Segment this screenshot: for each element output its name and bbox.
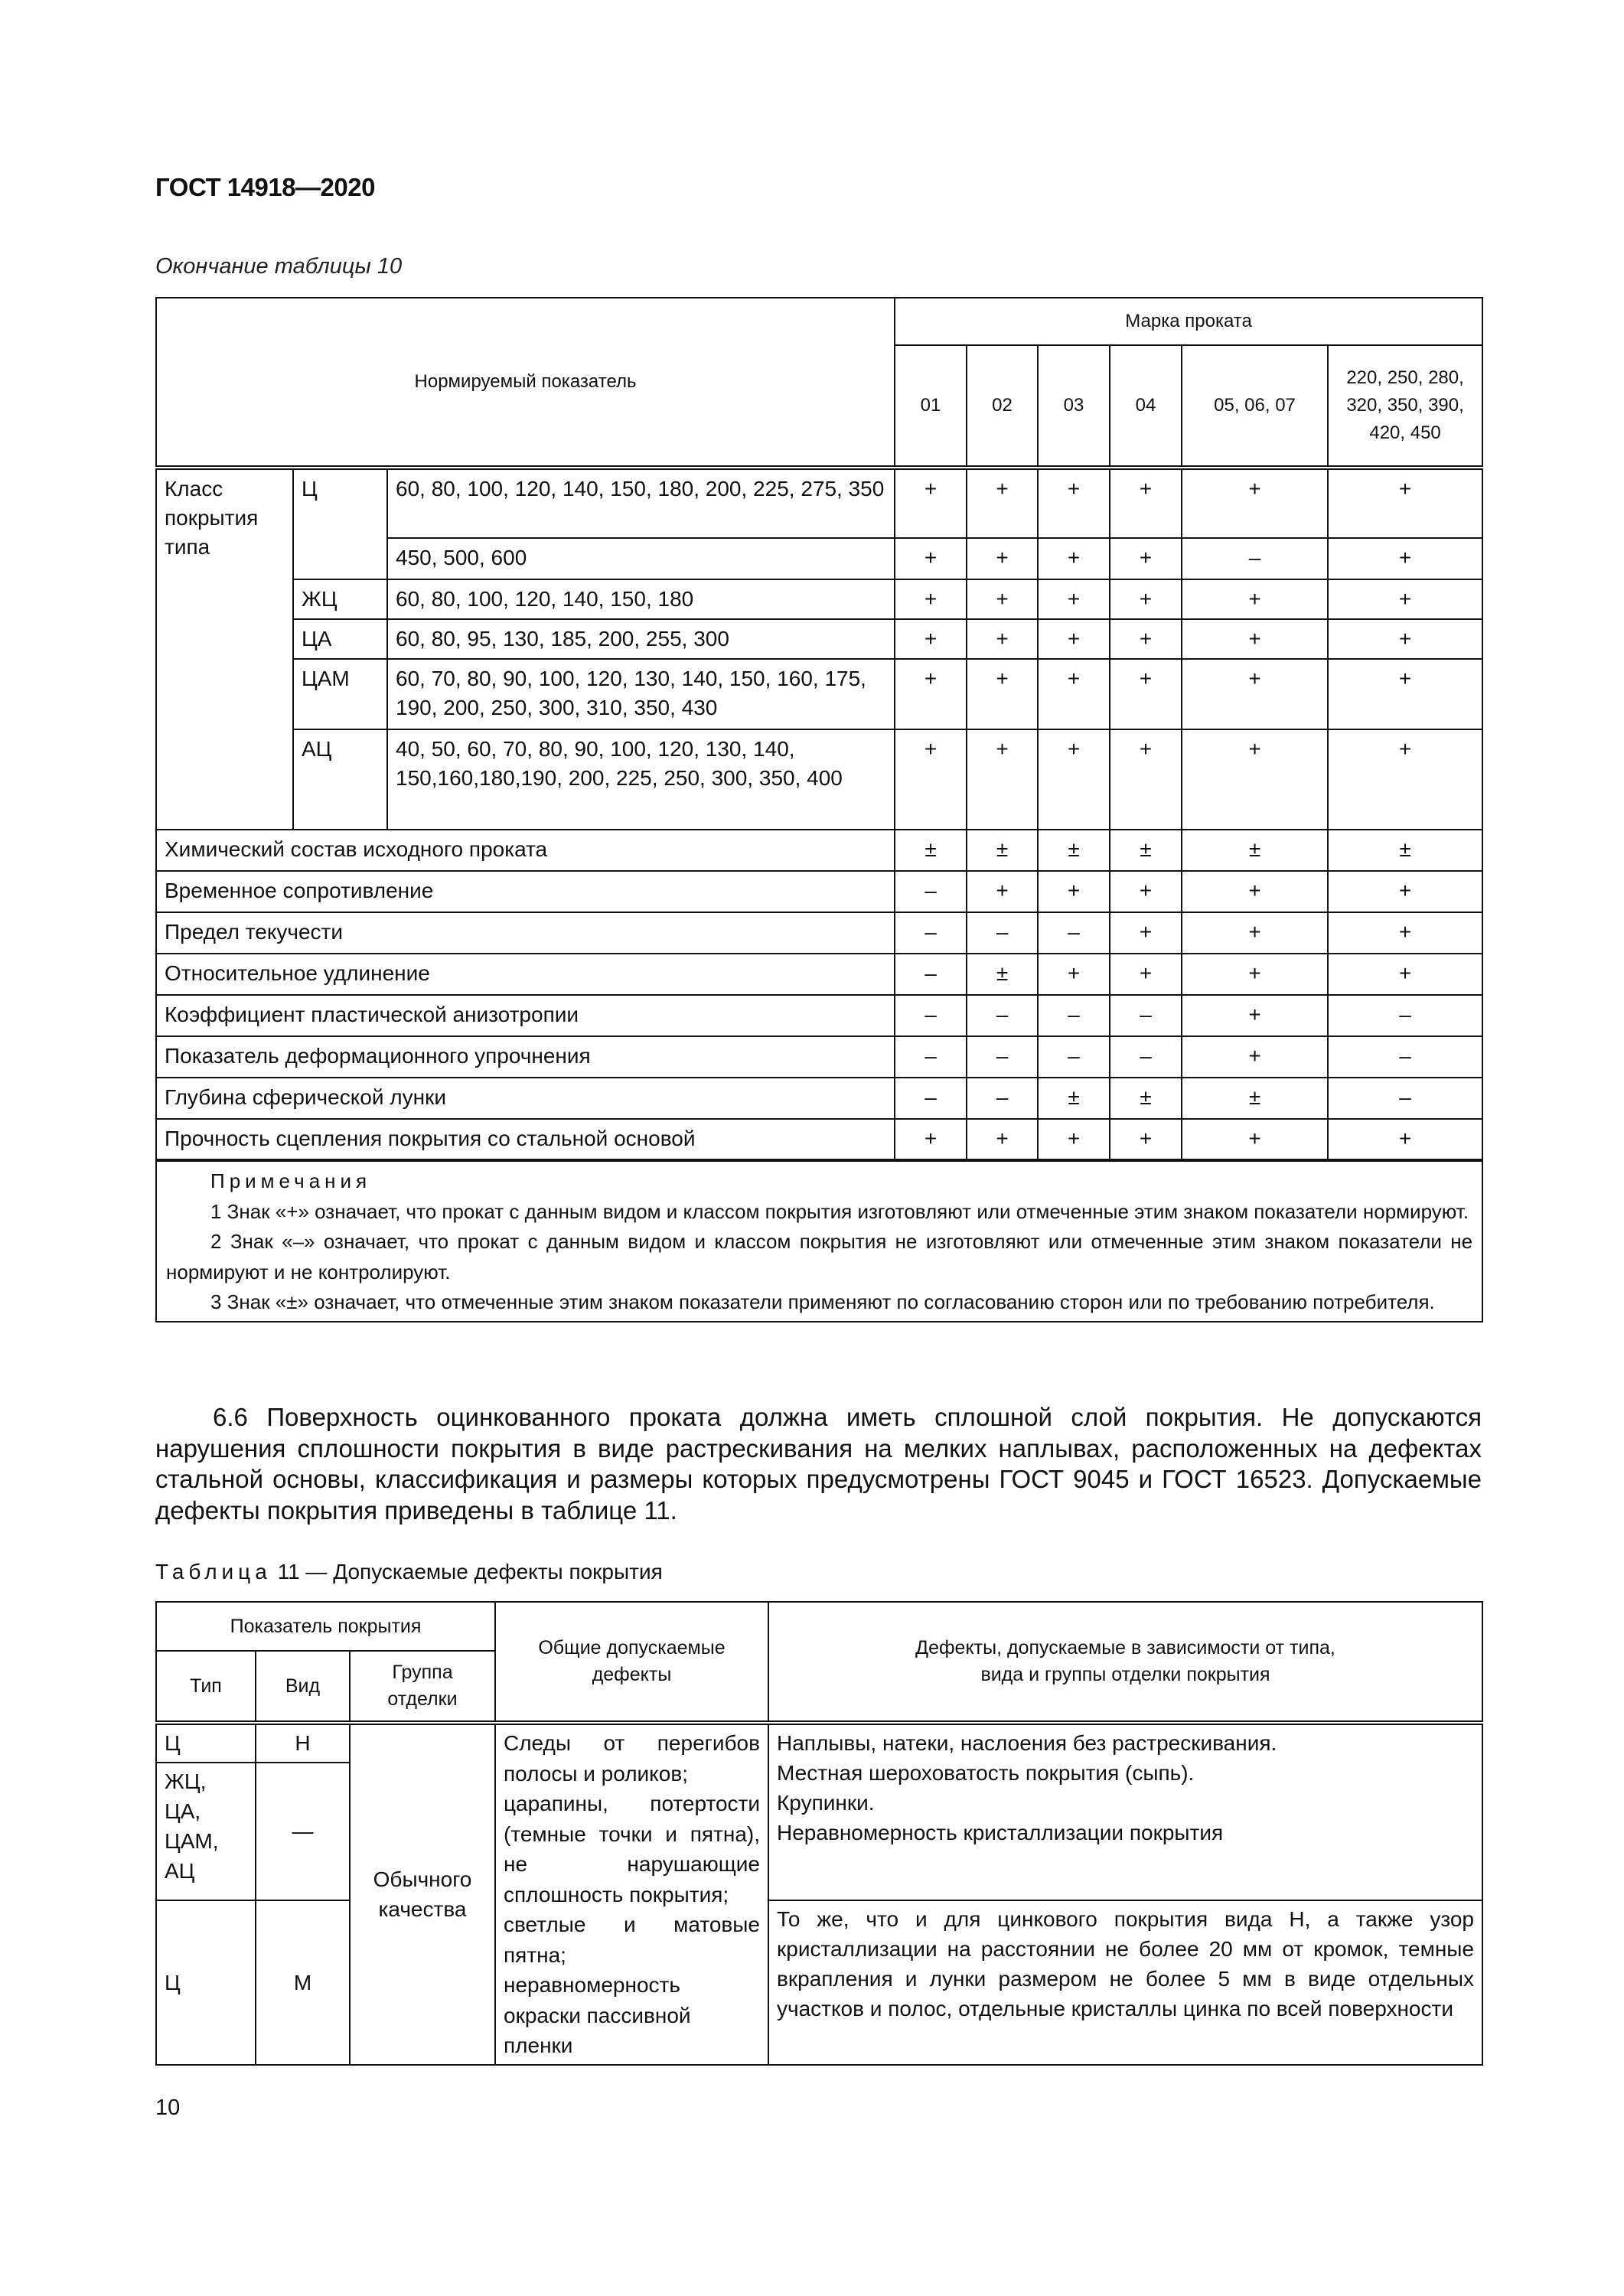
mark-cell: – — [895, 995, 967, 1036]
mark-cell: ± — [895, 830, 967, 871]
coating-classes: 60, 80, 100, 120, 140, 150, 180 — [387, 579, 895, 619]
mark-cell: + — [1110, 871, 1182, 912]
mark-cell: + — [1038, 1119, 1110, 1160]
mark-cell: – — [895, 954, 967, 995]
mark-cell: + — [1110, 954, 1182, 995]
header-general-defects: Общие допускаемые дефекты — [495, 1602, 768, 1723]
mark-cell: – — [1110, 995, 1182, 1036]
general-defects-cell — [495, 1723, 768, 2065]
mark-cell: + — [1038, 954, 1110, 995]
notes-heading: Примечания — [210, 1169, 372, 1192]
dependent-defect-line: Наплывы, натеки, наслоения без растрескивания. — [777, 1731, 1277, 1755]
mark-cell: + — [967, 729, 1038, 830]
coating-type: ЖЦ, ЦА, ЦАМ, АЦ — [156, 1763, 256, 1900]
mark-cell: + — [1110, 1119, 1182, 1160]
mark-cell: – — [895, 912, 967, 954]
coating-class-label: Класс покрытия типа — [156, 468, 293, 830]
mark-cell: + — [967, 1119, 1038, 1160]
mark-cell: – — [1038, 912, 1110, 954]
mark-cell: – — [967, 1078, 1038, 1119]
general-defect-line: светлые и матовые пятна; — [504, 1913, 760, 1967]
mark-cell: – — [895, 1036, 967, 1078]
coating-kind: М — [256, 1900, 350, 2065]
table-row — [156, 1036, 1482, 1078]
mark-cell: + — [1038, 579, 1110, 619]
note-item: 2 Знак «–» означает, что прокат с данным видом и классом покрытия не изготовляют или отмеченные этим знаком показатели не нормируют и не контролируют. — [166, 1230, 1473, 1283]
mark-cell: + — [895, 619, 967, 659]
table-row — [156, 729, 1482, 830]
mark-cell: + — [1038, 729, 1110, 830]
mark-cell: – — [967, 995, 1038, 1036]
table-continuation-caption: Окончание таблицы 10 — [155, 254, 403, 279]
header-grade-group: Марка проката — [895, 298, 1482, 345]
header-grade: 220, 250, 280, 320, 350, 390, 420, 450 — [1328, 345, 1482, 468]
coating-classes: 60, 80, 100, 120, 140, 150, 180, 200, 225, 275, 350 — [387, 468, 895, 538]
finish-group-value: Обычного качества — [350, 1723, 495, 2065]
mark-cell: + — [1328, 1119, 1482, 1160]
coating-classes: 60, 70, 80, 90, 100, 120, 130, 140, 150, 160, 175, 190, 200, 250, 300, 310, 350, 430 — [387, 659, 895, 729]
table-row — [156, 995, 1482, 1036]
mark-cell: – — [1328, 1036, 1482, 1078]
mark-cell: + — [1182, 619, 1328, 659]
table-row — [156, 954, 1482, 995]
mark-cell: + — [1182, 659, 1328, 729]
general-defect-line: неравномерность окраски пассивной пленки — [504, 1973, 691, 2057]
mark-cell: + — [1328, 659, 1482, 729]
mark-cell: + — [1328, 619, 1482, 659]
mark-cell: + — [1038, 619, 1110, 659]
header-type: Тип — [156, 1651, 256, 1723]
mark-cell: + — [1182, 995, 1328, 1036]
mark-cell: + — [1182, 579, 1328, 619]
dependent-defect-line: Местная шероховатость покрытия (сыпь). — [777, 1761, 1195, 1785]
header-grade: 04 — [1110, 345, 1182, 468]
header-coating-indicator: Показатель покрытия — [156, 1602, 495, 1651]
mark-cell: + — [1328, 954, 1482, 995]
table-row — [156, 579, 1482, 619]
table-11-caption-title: 11 — Допускаемые дефекты покрытия — [271, 1560, 663, 1583]
mark-cell: ± — [967, 830, 1038, 871]
document-title: ГОСТ 14918—2020 — [155, 173, 375, 201]
coating-kind: Н — [256, 1723, 350, 1763]
table-row — [156, 1078, 1482, 1119]
table-row — [156, 830, 1482, 871]
coating-classes: 40, 50, 60, 70, 80, 90, 100, 120, 130, 140, 150,160,180,190, 200, 225, 250, 300, 350, 400 — [387, 729, 895, 830]
header-grade: 01 — [895, 345, 967, 468]
table-row — [156, 468, 1482, 538]
mark-cell: + — [1182, 729, 1328, 830]
header-finish-group: Группа отделки — [350, 1651, 495, 1723]
mark-cell: + — [1328, 468, 1482, 538]
mark-cell: + — [1182, 954, 1328, 995]
table-row — [156, 619, 1482, 659]
property-name: Глубина сферической лунки — [156, 1078, 895, 1119]
mark-cell: + — [1038, 468, 1110, 538]
mark-cell: + — [895, 538, 967, 579]
coating-classes: 60, 80, 95, 130, 185, 200, 255, 300 — [387, 619, 895, 659]
table-11-caption — [155, 1560, 663, 1584]
table-row — [156, 1119, 1482, 1160]
mark-cell: ± — [967, 954, 1038, 995]
table-row — [156, 1723, 1482, 1763]
property-name: Химический состав исходного проката — [156, 830, 895, 871]
mark-cell: + — [967, 538, 1038, 579]
mark-cell: – — [895, 1078, 967, 1119]
coating-type: Ц — [293, 468, 387, 579]
header-grade: 05, 06, 07 — [1182, 345, 1328, 468]
mark-cell: + — [895, 579, 967, 619]
mark-cell: + — [1110, 912, 1182, 954]
mark-cell: – — [895, 871, 967, 912]
mark-cell: + — [1110, 468, 1182, 538]
coating-type: ЦА — [293, 619, 387, 659]
coating-type: ЖЦ — [293, 579, 387, 619]
mark-cell: ± — [1182, 1078, 1328, 1119]
property-name: Относительное удлинение — [156, 954, 895, 995]
property-name: Предел текучести — [156, 912, 895, 954]
header-grade: 02 — [967, 345, 1038, 468]
mark-cell: + — [1328, 871, 1482, 912]
mark-cell: – — [1038, 1036, 1110, 1078]
mark-cell: ± — [1038, 1078, 1110, 1119]
mark-cell: ± — [1110, 830, 1182, 871]
mark-cell: + — [967, 468, 1038, 538]
mark-cell: + — [1038, 871, 1110, 912]
mark-cell: ± — [1328, 830, 1482, 871]
mark-cell: + — [1038, 538, 1110, 579]
coating-type: ЦАМ — [293, 659, 387, 729]
mark-cell: + — [1110, 538, 1182, 579]
coating-type: Ц — [156, 1723, 256, 1763]
table-row — [156, 912, 1482, 954]
property-name: Показатель деформационного упрочнения — [156, 1036, 895, 1078]
mark-cell: + — [895, 468, 967, 538]
coating-classes: 450, 500, 600 — [387, 538, 895, 579]
mark-cell: – — [1038, 995, 1110, 1036]
dependent-defects-group-1 — [768, 1723, 1482, 1900]
mark-cell: – — [967, 912, 1038, 954]
header-grade: 03 — [1038, 345, 1110, 468]
table-11-caption-prefix: Таблица — [155, 1560, 272, 1583]
header-dependent-defects: Дефекты, допускаемые в зависимости от типа, вида и группы отделки покрытия — [768, 1602, 1482, 1723]
mark-cell: + — [1182, 1119, 1328, 1160]
notes-block — [156, 1160, 1482, 1322]
mark-cell: + — [1110, 579, 1182, 619]
property-name: Коэффициент пластической анизотропии — [156, 995, 895, 1036]
mark-cell: – — [967, 1036, 1038, 1078]
mark-cell: + — [895, 659, 967, 729]
mark-cell: + — [1182, 912, 1328, 954]
coating-type: АЦ — [293, 729, 387, 830]
note-item: 3 Знак «±» означает, что отмеченные этим знаком показатели применяют по согласованию сторон или по требованию потребителя. — [210, 1290, 1435, 1313]
page-number: 10 — [155, 2095, 181, 2120]
mark-cell: + — [1328, 538, 1482, 579]
mark-cell: + — [1328, 912, 1482, 954]
mark-cell: + — [1182, 1036, 1328, 1078]
header-kind: Вид — [256, 1651, 350, 1723]
mark-cell: ± — [1182, 830, 1328, 871]
section-6-6-paragraph — [155, 1402, 1482, 1526]
mark-cell: + — [967, 579, 1038, 619]
section-6-6-text: 6.6 Поверхность оцинкованного проката должна иметь сплошной слой покрытия. Не допускаются нарушения сплошности покрытия в виде растрескивания на мелких наплывах, расположенных на дефектах стальной основы, классификация и размеры которых предусмотрены ГОСТ 9045 и ГОСТ 16523. Допускаемые дефекты покрытия приведены в таблице 11. — [155, 1403, 1482, 1525]
mark-cell: – — [1328, 995, 1482, 1036]
mark-cell: + — [895, 729, 967, 830]
table-row — [156, 871, 1482, 912]
mark-cell: – — [1182, 538, 1328, 579]
mark-cell: + — [1038, 659, 1110, 729]
table-10 — [155, 297, 1483, 1322]
dependent-defect-line: Неравномерность кристаллизации покрытия — [777, 1821, 1224, 1844]
coating-type: Ц — [156, 1900, 256, 2065]
mark-cell: + — [1110, 619, 1182, 659]
property-name: Временное сопротивление — [156, 871, 895, 912]
mark-cell: + — [967, 871, 1038, 912]
mark-cell: – — [1110, 1036, 1182, 1078]
mark-cell: + — [967, 659, 1038, 729]
mark-cell: + — [895, 1119, 967, 1160]
mark-cell: + — [1182, 468, 1328, 538]
mark-cell: + — [1182, 871, 1328, 912]
mark-cell: + — [967, 619, 1038, 659]
general-defect-line: Следы от перегибов полосы и роликов; — [504, 1731, 760, 1786]
mark-cell: + — [1328, 579, 1482, 619]
table-row — [156, 659, 1482, 729]
table-11 — [155, 1601, 1483, 2066]
dependent-defects-group-2: То же, что и для цинкового покрытия вида Н, а также узор кристаллизации на расстоянии не более 20 мм от кромок, темные вкрапления и лунки размером не более 5 мм в виде отдельных участков и полос, отдельные кристаллы цинка по всей поверхности — [768, 1900, 1482, 2065]
mark-cell: + — [1110, 659, 1182, 729]
coating-kind: — — [256, 1763, 350, 1900]
notes-row — [156, 1160, 1482, 1322]
general-defect-line: царапины, потертости (темные точки и пятна), не нарушающие сплошность покрытия; — [504, 1792, 760, 1906]
mark-cell: ± — [1110, 1078, 1182, 1119]
property-name: Прочность сцепления покрытия со стальной основой — [156, 1119, 895, 1160]
mark-cell: ± — [1038, 830, 1110, 871]
dependent-defect-line: Крупинки. — [777, 1791, 875, 1815]
header-indicator: Нормируемый показатель — [156, 298, 895, 468]
mark-cell: – — [1328, 1078, 1482, 1119]
note-item: 1 Знак «+» означает, что прокат с данным видом и классом покрытия изготовляют или отмеченные этим знаком показатели нормируют. — [210, 1199, 1469, 1223]
mark-cell: + — [1328, 729, 1482, 830]
mark-cell: + — [1110, 729, 1182, 830]
